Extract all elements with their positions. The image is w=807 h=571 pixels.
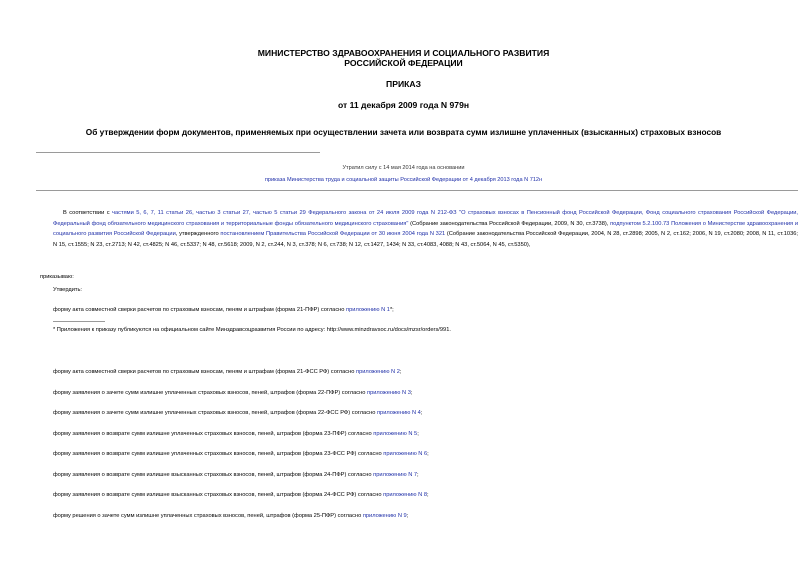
- document-title: Об утверждении форм документов, применяемых при осуществлении зачета или возврата сумм излишне уплаченных (взысканных) страховых взносов: [85, 127, 722, 137]
- form-item: [53, 410, 422, 416]
- divider-top: [36, 152, 320, 153]
- form-suffix: *;: [389, 307, 394, 313]
- form-suffix: ;: [417, 431, 419, 437]
- document-date: от 11 декабря 2009 года N 979н: [337, 100, 470, 110]
- form-text: форму заявления о зачете сумм излишне уплаченных страховых взносов, пеней, штрафов (форма 22-ФСС РФ) согласно: [53, 410, 377, 416]
- form-suffix: ;: [406, 513, 409, 519]
- law-212fz-link[interactable]: частями 5, 6, 7, 11 статьи 26, частью 3 статьи 27, частью 5 статьи 29 Федерального закона от 24 июля 2009 года N 212-ФЗ "О страховых взносах в Пенсионный фонд Российской Федерации, Фонд социального страхования Российской Федерации, Федеральный фонд обязательного медицинского страхования и территориальные фонды обязательного медицинского страхования": [53, 210, 798, 227]
- approve-label: Утвердить:: [53, 287, 83, 293]
- appendix-link[interactable]: приложению N 2: [356, 369, 400, 375]
- form-text: форму заявления о возврате сумм излишне уплаченных страховых взносов, пеней, штрафов (форма 23-ФСС РФ) согласно: [53, 451, 384, 457]
- footnote: * Приложения к приказу публикуются на официальном сайте Минздравсоцразвития России по адресу: http://www.minzdravsoc.ru/docs/mzsr/orders/991.: [53, 327, 451, 333]
- form-item: [53, 369, 402, 375]
- appendix-link[interactable]: приложению N 5: [373, 431, 418, 437]
- appendix-link[interactable]: приложению N 9: [362, 513, 407, 519]
- appendix-link[interactable]: приложению N 4: [376, 410, 421, 416]
- preamble-paragraph: [53, 208, 798, 250]
- status-text: Утратил силу с 14 мая 2014 года на основании: [342, 165, 465, 171]
- ministry-name-line1: МИНИСТЕРСТВО ЗДРАВООХРАНЕНИЯ И СОЦИАЛЬНОГО РАЗВИТИЯ: [257, 48, 550, 58]
- document-type: ПРИКАЗ: [386, 79, 421, 89]
- ministry-name-line2: РОССИЙСКОЙ ФЕДЕРАЦИИ: [344, 58, 463, 68]
- form-suffix: ;: [427, 492, 429, 498]
- appendix-link[interactable]: приложению N 6: [383, 451, 428, 457]
- footnote-divider: [53, 321, 105, 322]
- preamble-text4: (Собрание законодательства Российской Федерации, 2004, N 28, ст.2898; 2005, N 2, ст.162; 2006, N 19, ст.2080; 2008, N 11, ст.1036; N 15, ст.1555; N 23, ст.2713; N 42, ст.4825; N 46, ст.5337; N 48, ст.5618; 2009, N 2, ст.244, N 3, ст.378; N 6, ст.738; N 12, ст.1427, 1434; N 33, ст.4083, 4088; N 43, ст.5064, N 45, ст.5350),: [53, 231, 798, 248]
- preamble-text2: (Собрание законодательства Российской Федерации, 2009, N 30, ст.3738),: [408, 220, 611, 227]
- appendix-link[interactable]: приложению N 7: [373, 472, 418, 478]
- form-text: форму акта совместной сверки расчетов по страховым взносам, пеням и штрафам (форма 21-ФСС РФ) согласно: [53, 369, 357, 375]
- order-word: приказываю:: [40, 274, 74, 280]
- status-link-line: [0, 177, 807, 183]
- form-item: [53, 472, 419, 478]
- form-text: форму заявления о зачете сумм излишне уплаченных страховых взносов, пеней, штрафов (форма 22-ПФР) согласно: [53, 390, 367, 396]
- government-decree-link[interactable]: постановлением Правительства Российской Федерации от 30 июня 2004 года N 321: [220, 231, 446, 238]
- regulation-link[interactable]: подпунктом 5.2.100.73 Положения о Министерстве здравоохранения и социального развития Российской Федерации: [53, 220, 798, 238]
- form-suffix: ;: [399, 369, 402, 375]
- preamble-text3: , утвержденного: [175, 231, 221, 238]
- form-item: [53, 492, 429, 498]
- form-text: форму акта совместной сверки расчетов по страховым взносам, пеням и штрафам (форма 21-ПФР) согласно: [53, 307, 347, 313]
- form-item: [53, 431, 419, 437]
- form-suffix: ;: [417, 472, 419, 478]
- form-suffix: ;: [410, 390, 413, 396]
- form-text: форму заявления о возврате сумм излишне взысканных страховых взносов, пеней, штрафов (форма 24-ПФР) согласно: [53, 472, 374, 478]
- form-suffix: ;: [427, 451, 429, 457]
- appendix-link[interactable]: приложению N 1: [346, 307, 390, 313]
- form-item: [53, 451, 429, 457]
- divider-bottom: [36, 190, 798, 191]
- form-text: форму заявления о возврате сумм излишне взысканных страховых взносов, пеней, штрафов (форма 24-ФСС РФ) согласно: [53, 492, 384, 498]
- form-suffix: ;: [420, 410, 423, 416]
- form-text: форму заявления о возврате сумм излишне уплаченных страховых взносов, пеней, штрафов (форма 23-ПФР) согласно: [53, 431, 374, 437]
- appendix-link[interactable]: приложению N 8: [383, 492, 428, 498]
- form-item: [53, 390, 412, 396]
- form-text: форму решения о зачете сумм излишне уплаченных страховых взносов, пеней, штрафов (форма 25-ПФР) согласно: [53, 513, 363, 519]
- repeal-order-link[interactable]: приказа Министерства труда и социальной защиты Российской Федерации от 4 декабря 2013 года N 712н: [264, 177, 543, 183]
- form-item: [53, 307, 394, 313]
- form-item: [53, 513, 408, 519]
- appendix-link[interactable]: приложению N 3: [366, 390, 411, 396]
- preamble-intro: В соответствии с: [63, 210, 113, 216]
